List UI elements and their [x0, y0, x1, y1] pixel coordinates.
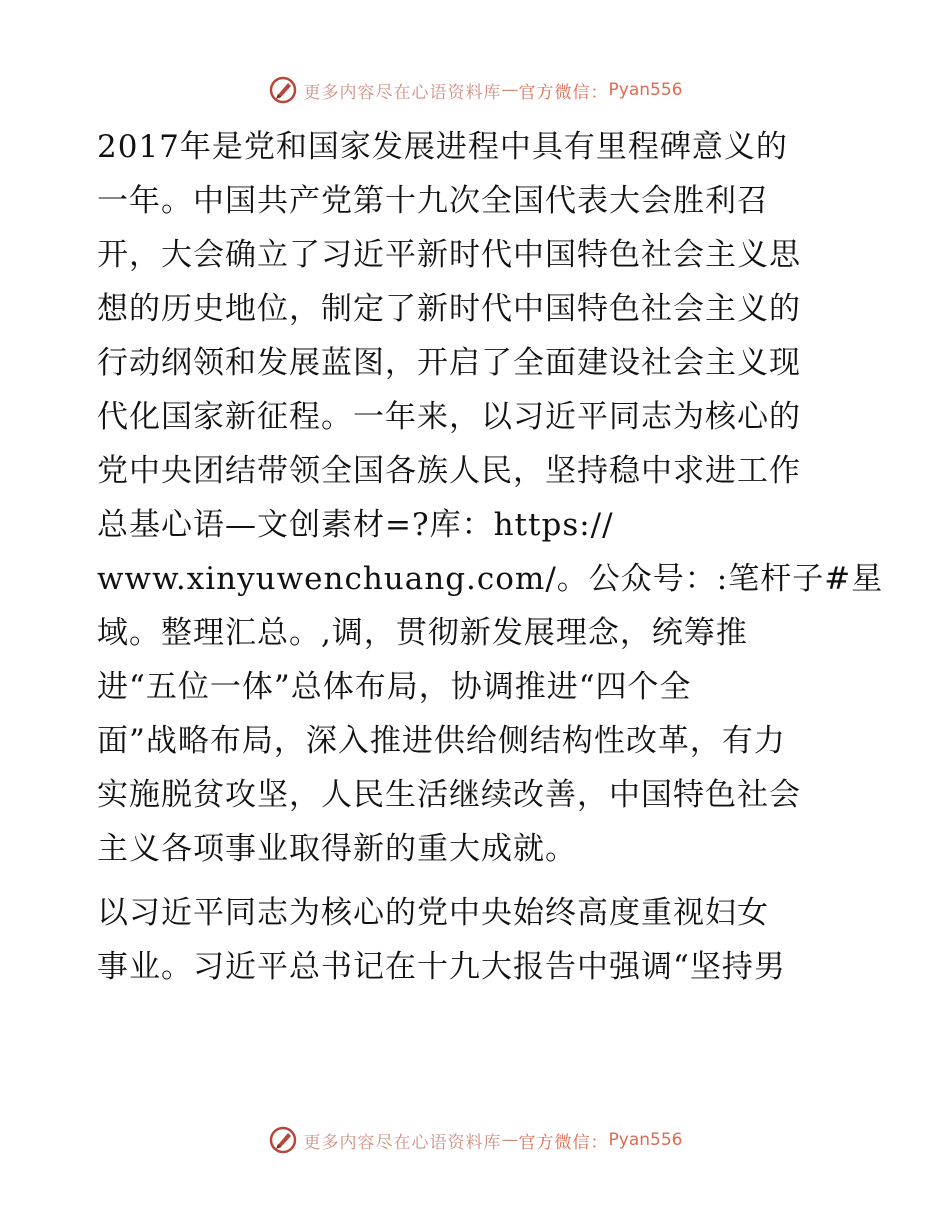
header-wechat-id: Pyan556	[608, 80, 683, 100]
footer-dash: —	[501, 1130, 519, 1150]
paragraph-line: 总基心语—文创素材=?库：https://	[97, 507, 614, 543]
header-dash: —	[501, 80, 519, 100]
paragraph-1	[97, 120, 884, 876]
pen-logo-icon	[268, 75, 298, 105]
paragraph-line: 开，大会确立了习近平新时代中国特色社会主义思	[97, 237, 801, 273]
paragraph-line: 党中央团结带领全国各族人民，坚持稳中求进工作	[97, 453, 801, 489]
paragraph-line: 事业。习近平总书记在十九大报告中强调“坚持男	[97, 949, 786, 985]
paragraph-line: 进“五位一体”总体布局，协调推进“四个全	[97, 669, 692, 705]
paragraph-line: 面”战略布局，深入推进供给侧结构性改革，有力	[97, 723, 786, 759]
document-body	[97, 120, 884, 994]
paragraph-2	[97, 886, 857, 994]
paragraph-line: 行动纲领和发展蓝图，开启了全面建设社会主义现	[97, 345, 801, 381]
footer-wechat-id: Pyan556	[608, 1130, 683, 1150]
paragraph-line: www.xinyuwenchuang.com/。公众号：:笔杆子#星	[97, 561, 884, 597]
pen-logo-icon	[268, 1125, 298, 1155]
paragraph-gap	[97, 876, 857, 886]
header-brand-text: 更多内容尽在心语资料库	[303, 82, 502, 103]
header-banner	[0, 70, 950, 110]
paragraph-line: 域。整理汇总。,调，贯彻新发展理念，统筹推	[97, 615, 748, 651]
footer-wechat-label: 官方微信：	[518, 1132, 609, 1153]
footer-banner	[0, 1120, 950, 1160]
paragraph-line: 想的历史地位，制定了新时代中国特色社会主义的	[97, 291, 801, 327]
footer-brand-text: 更多内容尽在心语资料库	[303, 1132, 502, 1153]
paragraph-line: 实施脱贫攻坚，人民生活继续改善，中国特色社会	[97, 777, 801, 813]
paragraph-line: 一年。中国共产党第十九次全国代表大会胜利召	[97, 183, 769, 219]
paragraph-line: 代化国家新征程。一年来，以习近平同志为核心的	[97, 399, 801, 435]
paragraph-line: 以习近平同志为核心的党中央始终高度重视妇女	[97, 895, 769, 931]
paragraph-line: 2017年是党和国家发展进程中具有里程碑意义的	[97, 129, 788, 165]
paragraph-line: 主义各项事业取得新的重大成就。	[97, 831, 577, 867]
header-wechat-label: 官方微信：	[518, 82, 609, 103]
